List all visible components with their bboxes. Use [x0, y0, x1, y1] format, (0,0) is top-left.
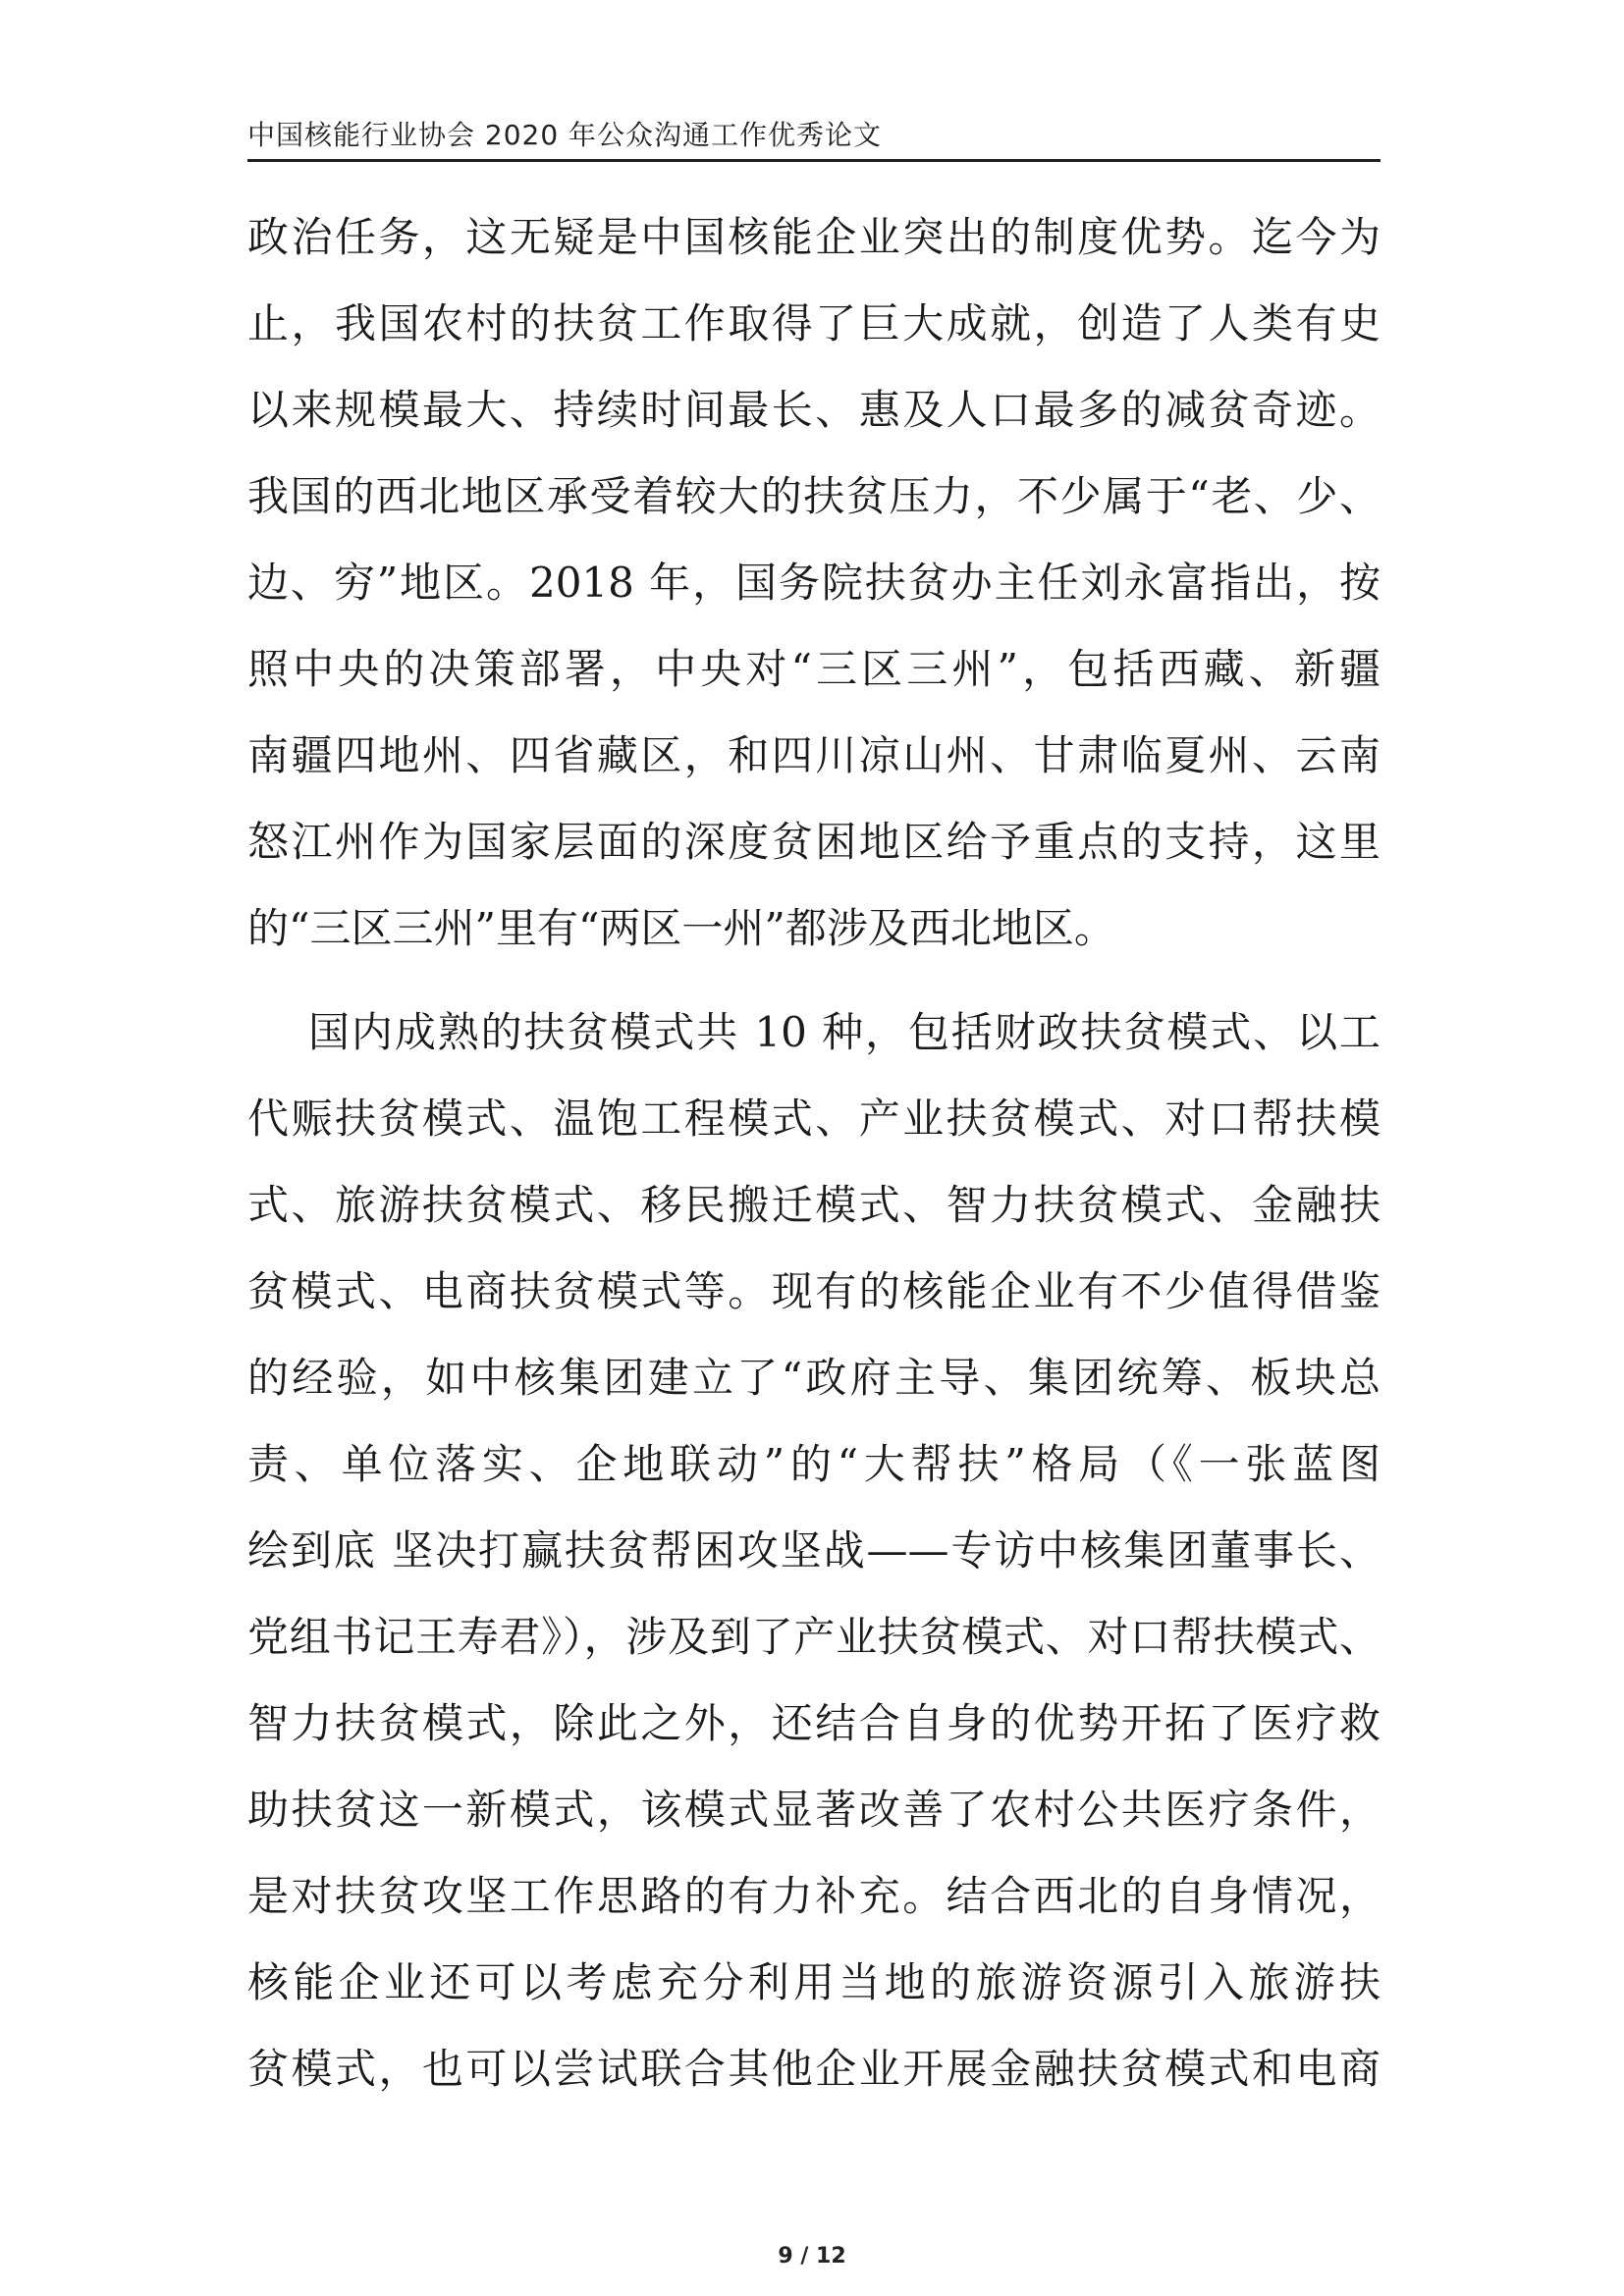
text-line: 智力扶贫模式，除此之外，还结合自身的优势开拓了医疗救: [247, 1699, 1380, 1747]
header-title: 中国核能行业协会 2020 年公众沟通工作优秀论文: [247, 119, 883, 151]
text-line: 怒江州作为国家层面的深度贫困地区给予重点的支持，这里: [247, 818, 1380, 866]
paragraph-1: [247, 194, 1380, 972]
text-line: 绘到底 坚决打赢扶贫帮困攻坚战——专访中核集团董事长、: [247, 1526, 1380, 1575]
text-line: 式、旅游扶贫模式、移民搬迁模式、智力扶贫模式、金融扶: [247, 1181, 1380, 1229]
text-line: 代赈扶贫模式、温饱工程模式、产业扶贫模式、对口帮扶模: [247, 1095, 1380, 1143]
text-line: 南疆四地州、四省藏区，和四川凉山州、甘肃临夏州、云南: [247, 731, 1380, 779]
text-line: 贫模式，也可以尝试联合其他企业开展金融扶贫模式和电商: [247, 2045, 1380, 2093]
text-line: 贫模式、电商扶贫模式等。现有的核能企业有不少值得借鉴: [247, 1267, 1380, 1315]
text-line: 照中央的决策部署，中央对“三区三州”，包括西藏、新疆: [247, 645, 1380, 693]
page-header: [247, 110, 1380, 162]
text-line: 边、穷”地区。2018 年，国务院扶贫办主任刘永富指出，按: [247, 559, 1380, 607]
page-number: 9 / 12: [778, 2244, 846, 2269]
text-line: 我国的西北地区承受着较大的扶贫压力，不少属于“老、少、: [247, 472, 1380, 520]
text-line: 的“三区三州”里有“两区一州”都涉及西北地区。: [247, 904, 1115, 952]
text-line: 党组书记王寿君》），涉及到了产业扶贫模式、对口帮扶模式、: [247, 1613, 1380, 1661]
text-line: 核能企业还可以考虑充分利用当地的旅游资源引入旅游扶: [247, 1958, 1380, 2006]
text-line: 以来规模最大、持续时间最长、惠及人口最多的减贫奇迹。: [247, 386, 1380, 434]
text-line: 政治任务，这无疑是中国核能企业突出的制度优势。迄今为: [247, 213, 1380, 261]
text-line: 国内成熟的扶贫模式共 10 种，包括财政扶贫模式、以工: [308, 1008, 1380, 1056]
text-line: 责、单位落实、企地联动”的“大帮扶”格局（《一张蓝图: [247, 1440, 1380, 1488]
text-line: 是对扶贫攻坚工作思路的有力补充。结合西北的自身情况，: [247, 1872, 1380, 1920]
text-line: 助扶贫这一新模式，该模式显著改善了农村公共医疗条件，: [247, 1786, 1380, 1834]
paragraph-2: [247, 989, 1380, 2112]
paragraph-gap: [247, 972, 1380, 989]
text-line: 止，我国农村的扶贫工作取得了巨大成就，创造了人类有史: [247, 299, 1380, 347]
page-footer: [0, 2244, 1624, 2269]
text-line: 的经验，如中核集团建立了“政府主导、集团统筹、板块总: [247, 1354, 1380, 1402]
body-text: [247, 194, 1380, 2112]
